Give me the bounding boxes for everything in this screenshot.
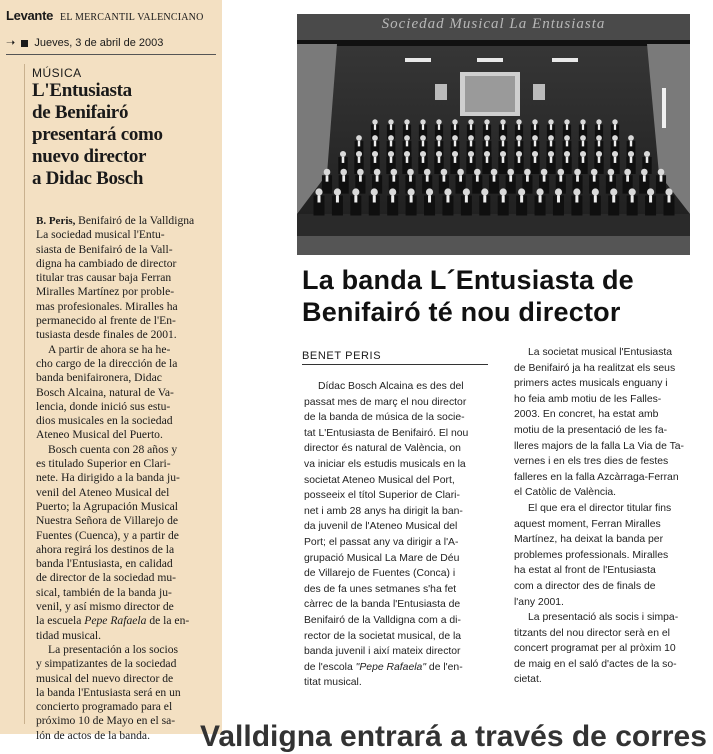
- text-line: [36, 543, 214, 557]
- text-line: [304, 675, 494, 691]
- text-line: [36, 486, 214, 500]
- text-line: [304, 379, 494, 395]
- text-run: motiu de la presentació de les fa-: [514, 424, 668, 436]
- text-line: [36, 214, 214, 228]
- text-run: lencia, donde inició sus estu-: [36, 399, 171, 413]
- text-run: titat musical.: [304, 677, 362, 689]
- text-line: [514, 641, 704, 657]
- text-line: [514, 439, 704, 455]
- text-line: [514, 454, 704, 470]
- text-run: próximo 10 de Mayo en el sa-: [36, 714, 176, 728]
- text-run: tusiasta desde finales de 2001.: [36, 328, 177, 342]
- text-run: Miralles Martínez por proble-: [36, 285, 175, 299]
- text-run: La presentació als socis i simpa-: [528, 612, 679, 624]
- text-line: [514, 657, 704, 673]
- text-run: lleres majors de la falla La Via de Ta-: [514, 440, 684, 452]
- text-line: [36, 300, 214, 314]
- text-run: siasta de Benifairó de la Vall-: [36, 242, 173, 256]
- text-run: vernes i en els tres dies de festes: [514, 456, 669, 468]
- text-run: càrrec de la banda l'Entusiasta de: [304, 599, 461, 611]
- right-article-column-2: [514, 345, 704, 688]
- text-line: [514, 579, 704, 595]
- text-run: Bosch Alcaina, natural de Va-: [36, 385, 174, 399]
- text-line: [304, 535, 494, 551]
- text-run: "Pepe Rafaela": [355, 661, 427, 673]
- text-run: de director de la sociedad mu-: [36, 571, 177, 585]
- masthead: [6, 7, 216, 23]
- text-line: [36, 672, 214, 686]
- column-rule: [24, 64, 25, 724]
- text-run: de la en-: [146, 614, 190, 628]
- text-run: venil del Ateneo Musical del: [36, 485, 170, 499]
- text-line: [304, 457, 494, 473]
- text-line: [514, 517, 704, 533]
- text-run: posseeix el títol Superior de Clari-: [304, 490, 460, 502]
- text-line: [304, 613, 494, 629]
- text-run: musical del nuevo director de: [36, 671, 174, 685]
- text-run: Dídac Bosch Alcaina es des del: [318, 381, 464, 392]
- text-line: [36, 657, 214, 671]
- text-run: Port; el passat any va dirigir a l'A-: [304, 536, 459, 548]
- text-run: de maig en el saló d'actes de la so-: [514, 658, 677, 670]
- text-line: [36, 586, 214, 600]
- text-line: [36, 271, 214, 285]
- text-line: [36, 328, 214, 342]
- text-line: [36, 714, 214, 728]
- text-line: [36, 600, 214, 614]
- headline-line: La banda L´Entusiasta de: [302, 265, 634, 295]
- text-run: venil, y así mismo director de: [36, 600, 174, 614]
- text-line: [36, 357, 214, 371]
- text-run: titular tras causar baja Ferran: [36, 271, 172, 285]
- text-line: [514, 532, 704, 548]
- text-run: primers actes musicals enguany i: [514, 378, 668, 390]
- byline-rule: [302, 364, 488, 365]
- text-line: [514, 548, 704, 564]
- text-run: B. Peris,: [36, 215, 79, 227]
- text-line: [36, 228, 214, 242]
- text-run: societat Ateneo Musical del Port,: [304, 474, 455, 486]
- text-line: [304, 395, 494, 411]
- text-run: problemes professionals. Miralles: [514, 549, 669, 561]
- text-line: [36, 500, 214, 514]
- text-run: 2003. En concret, ha estat amb: [514, 409, 659, 421]
- text-run: ho feia amb motiu de les Falles-: [514, 393, 662, 405]
- text-line: [514, 345, 704, 361]
- text-run: dios musicales en la sociedad: [36, 414, 173, 428]
- text-run: banda l'Entusiasta, en calidad: [36, 557, 173, 571]
- text-run: da juvenil de l'Ateneo Musical del: [304, 521, 458, 533]
- text-run: aquest moment, Ferran Miralles: [514, 518, 661, 530]
- text-line: [36, 629, 214, 643]
- text-run: Benifairó de la Valldigna com a di-: [304, 614, 461, 626]
- masthead-paper-name: EL MERCANTIL VALENCIANO: [60, 12, 204, 23]
- text-run: de la banda de música de la socie-: [304, 412, 465, 424]
- text-line: [304, 582, 494, 598]
- masthead-brand: Levante: [6, 8, 54, 23]
- text-run: de Villarejo de Fuentes (Conca) i: [304, 568, 456, 580]
- text-run: cietat.: [514, 674, 542, 686]
- text-run: es titulado Superior en Clari-: [36, 457, 171, 471]
- text-run: la banda l'Entusiasta será en un: [36, 685, 181, 699]
- text-run: Fuentes (Cuenca), y a partir de: [36, 528, 179, 542]
- text-line: [514, 361, 704, 377]
- text-run: l'any 2001.: [514, 596, 564, 608]
- text-line: [514, 392, 704, 408]
- text-run: Nuestra Señora de Villarejo de: [36, 514, 179, 528]
- text-run: permanecido al frente de l'En-: [36, 314, 176, 328]
- text-run: des de fa unes setmanes s'ha fet: [304, 583, 457, 595]
- text-line: [514, 485, 704, 501]
- text-run: tidad musical.: [36, 628, 102, 642]
- text-line: [514, 407, 704, 423]
- headline-line: presentará como: [32, 124, 163, 145]
- text-run: banda benifaironera, Didac: [36, 371, 162, 385]
- text-run: A partir de ahora se ha he-: [48, 342, 171, 356]
- text-run: la escuela: [36, 614, 85, 628]
- headline-line: nuevo director: [32, 146, 147, 167]
- text-line: [36, 729, 214, 743]
- text-line: [304, 629, 494, 645]
- text-run: de l'escola: [304, 661, 356, 673]
- text-run: tat L'Entusiasta de Benifairó. El nou: [304, 427, 469, 439]
- text-line: [36, 314, 214, 328]
- text-line: [36, 257, 214, 271]
- text-run: rector de la societat musical, de la: [304, 630, 462, 642]
- text-line: [36, 428, 214, 442]
- text-line: [514, 563, 704, 579]
- text-line: [514, 626, 704, 642]
- text-run: sical, también de la banda ju-: [36, 585, 172, 599]
- text-run: titzants del nou director serà en el: [514, 627, 670, 639]
- text-run: digna ha cambiado de director: [36, 256, 177, 270]
- text-line: [36, 243, 214, 257]
- text-run: Martínez, ha deixat la banda per: [514, 534, 664, 546]
- headline-line: de Benifairó: [32, 102, 129, 123]
- headline-line: a Didac Bosch: [32, 168, 144, 189]
- right-article-column-1: [304, 379, 494, 691]
- byline: BENET PERIS: [302, 350, 382, 362]
- text-line: [304, 473, 494, 489]
- text-line: [36, 571, 214, 585]
- text-run: Ateneo Musical del Puerto.: [36, 428, 163, 442]
- text-line: [304, 504, 494, 520]
- text-run: La presentación a los socios: [48, 642, 179, 656]
- text-run: nete. Ha dirigido a la banda ju-: [36, 471, 180, 485]
- text-line: [36, 514, 214, 528]
- text-line: [36, 686, 214, 700]
- left-article-body: [36, 214, 214, 743]
- text-run: Puerto; la Agrupación Musical: [36, 499, 178, 513]
- text-run: mas profesionales. Miralles ha: [36, 299, 178, 313]
- text-line: [514, 610, 704, 626]
- text-run: va iniciar els estudis musicals en la: [304, 458, 466, 470]
- text-line: [36, 414, 214, 428]
- text-line: [36, 557, 214, 571]
- text-run: net i amb 28 anys ha dirigit la ban-: [304, 505, 463, 517]
- text-line: [514, 501, 704, 517]
- text-line: [36, 643, 214, 657]
- text-line: [304, 551, 494, 567]
- text-run: de l'en-: [426, 661, 463, 673]
- text-run: lón de actos de la banda.: [36, 728, 150, 742]
- text-run: falleres en la falla Azcàrraga-Ferran: [514, 471, 679, 483]
- text-line: [36, 700, 214, 714]
- text-run: concert programat per al pròxim 10: [514, 643, 676, 655]
- photo-stage-sign: Sociedad Musical La Entusiasta: [381, 16, 606, 32]
- text-line: [36, 285, 214, 299]
- text-line: [304, 519, 494, 535]
- left-headline: [32, 80, 217, 190]
- cut-off-headline-fragment: Valldigna entrará a través de corres: [200, 720, 707, 753]
- text-run: passat mes de març el nou director: [304, 396, 467, 408]
- text-run: cho cargo de la dirección de la: [36, 356, 178, 370]
- text-line: [36, 343, 214, 357]
- text-run: de Benifairó ja ha realitzat els seus: [514, 362, 676, 374]
- text-run: Bosch cuenta con 28 años y: [48, 442, 178, 456]
- text-line: [36, 443, 214, 457]
- text-line: [304, 644, 494, 660]
- text-line: [514, 376, 704, 392]
- text-run: ahora regirá los destinos de la: [36, 542, 175, 556]
- text-run: y simpatizantes de la sociedad: [36, 657, 177, 671]
- text-line: [304, 660, 494, 676]
- text-line: [304, 441, 494, 457]
- text-line: [514, 470, 704, 486]
- text-line: [304, 488, 494, 504]
- text-line: [304, 410, 494, 426]
- text-line: [304, 566, 494, 582]
- date-row: [6, 36, 216, 54]
- right-headline: [302, 264, 702, 328]
- text-run: banda juvenil i així mateix director: [304, 646, 461, 658]
- text-line: [36, 400, 214, 414]
- band-group-photo: [297, 14, 690, 255]
- text-line: [514, 595, 704, 611]
- text-run: La societat musical l'Entusiasta: [528, 347, 673, 358]
- section-label: MÚSICA: [32, 66, 82, 80]
- text-line: [36, 529, 214, 543]
- text-run: Pepe Rafaela: [84, 614, 147, 628]
- text-run: ha estat al front de l'Entusiasta: [514, 565, 656, 577]
- text-line: [36, 471, 214, 485]
- text-run: el Catòlic de València.: [514, 487, 617, 499]
- text-run: La sociedad musical l'Entu-: [36, 228, 165, 242]
- text-line: [36, 386, 214, 400]
- text-line: [304, 597, 494, 613]
- text-run: director és natural de València, on: [304, 443, 461, 455]
- text-run: grupació Musical La Mare de Déu: [304, 552, 460, 564]
- headline-line: Benifairó té nou director: [302, 297, 621, 327]
- text-line: [36, 614, 214, 628]
- square-bullet-icon: [21, 40, 28, 47]
- arrow-icon: ➝: [6, 37, 16, 49]
- publication-date: Jueves, 3 de abril de 2003: [34, 37, 164, 49]
- text-run: El que era el director titular fins: [528, 502, 672, 514]
- text-line: [36, 457, 214, 471]
- text-line: [514, 423, 704, 439]
- headline-line: L'Entusiasta: [32, 80, 132, 101]
- text-run: com a director des de finals de: [514, 580, 656, 592]
- date-divider: [6, 54, 216, 55]
- band-photo-image: [297, 14, 690, 255]
- text-line: [36, 371, 214, 385]
- text-line: [514, 672, 704, 688]
- text-run: concierto programado para el: [36, 700, 173, 714]
- text-line: [304, 426, 494, 442]
- text-run: Benifairó de la Valldigna: [78, 214, 195, 227]
